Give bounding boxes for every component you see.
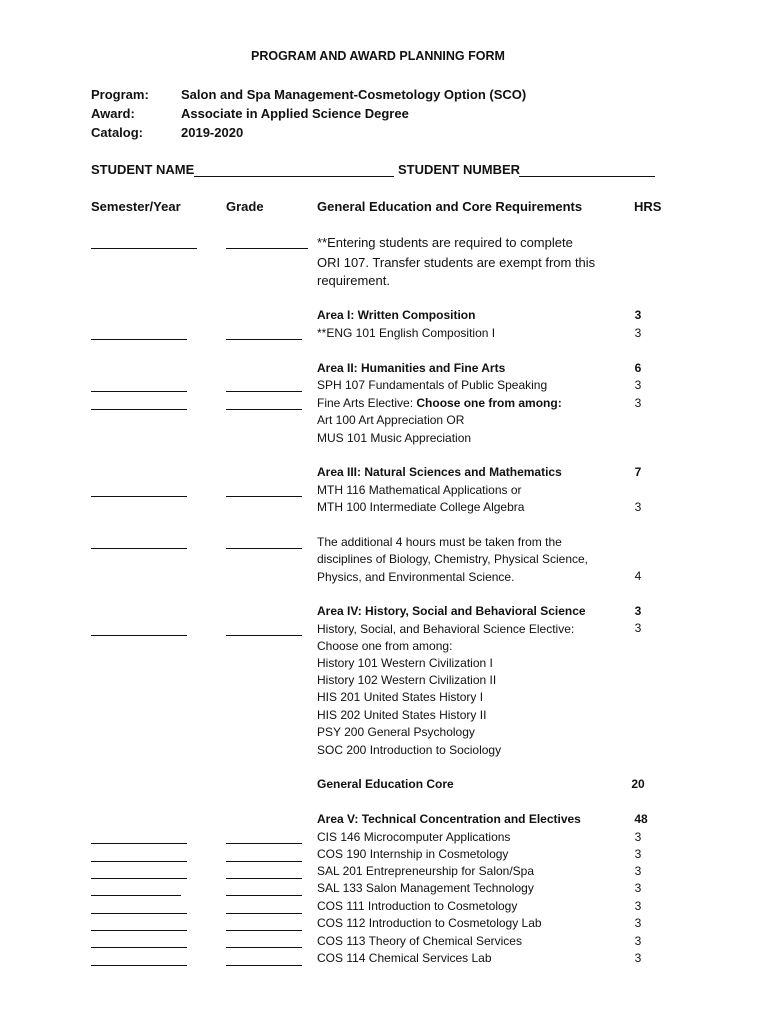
- course-hrs: 3: [634, 934, 642, 948]
- course-option: HIS 202 United States History II: [317, 708, 487, 722]
- course-option: History 102 Western Civilization II: [317, 673, 497, 687]
- course-hrs: 3: [634, 864, 642, 878]
- semester-blank[interactable]: [91, 947, 187, 948]
- course-option: SOC 200 Introduction to Sociology: [317, 743, 502, 757]
- student-number-label: STUDENT NUMBER: [398, 162, 521, 177]
- grade-blank[interactable]: [226, 878, 302, 879]
- elective-label: Fine Arts Elective:: [317, 396, 417, 410]
- orientation-note: **Entering students are required to complete: [317, 235, 573, 250]
- semester-blank[interactable]: [91, 843, 187, 844]
- program-label: Program:: [91, 87, 149, 102]
- course-option: HIS 201 United States History I: [317, 690, 484, 704]
- course-sph-107: SPH 107 Fundamentals of Public Speaking: [317, 378, 548, 392]
- course-row: CIS 146 Microcomputer Applications: [317, 830, 511, 844]
- student-number-field[interactable]: [519, 176, 655, 177]
- course-option: History 101 Western Civilization I: [317, 656, 493, 670]
- grade-blank[interactable]: [226, 548, 302, 549]
- semester-blank[interactable]: [91, 878, 187, 879]
- catalog-label: Catalog:: [91, 125, 143, 140]
- orientation-note: ORI 107. Transfer students are exempt from this: [317, 255, 596, 270]
- course-art-100: Art 100 Art Appreciation OR: [317, 413, 465, 427]
- course-option: PSY 200 General Psychology: [317, 725, 475, 739]
- course-row: COS 190 Internship in Cosmetology: [317, 847, 509, 861]
- grade-blank[interactable]: [226, 913, 302, 914]
- semester-blank[interactable]: [91, 248, 197, 249]
- area-3-hrs: 7: [634, 465, 642, 479]
- course-hrs: 3: [634, 621, 642, 635]
- area-2-hrs: 6: [634, 361, 642, 375]
- student-name-label: STUDENT NAME: [91, 162, 195, 177]
- grade-blank[interactable]: [226, 339, 302, 340]
- course-row: SAL 201 Entrepreneurship for Salon/Spa: [317, 864, 535, 878]
- course-hrs: 3: [634, 378, 642, 392]
- semester-header: Semester/Year: [91, 199, 181, 214]
- course-eng-101: **ENG 101 English Composition I: [317, 326, 496, 340]
- grade-blank[interactable]: [226, 843, 302, 844]
- course-hrs: 3: [634, 847, 642, 861]
- grade-blank[interactable]: [226, 965, 302, 966]
- semester-blank[interactable]: [91, 965, 187, 966]
- form-title: PROGRAM AND AWARD PLANNING FORM: [251, 49, 505, 63]
- semester-blank[interactable]: [91, 861, 187, 862]
- grade-blank[interactable]: [226, 391, 302, 392]
- area-1-title: Area I: Written Composition: [317, 308, 476, 322]
- science-note: disciplines of Biology, Chemistry, Physical Science,: [317, 552, 588, 566]
- semester-blank[interactable]: [91, 548, 187, 549]
- gen-ed-core-hrs: 20: [631, 777, 645, 791]
- course-mth-100: MTH 100 Intermediate College Algebra: [317, 500, 525, 514]
- area-3-title: Area III: Natural Sciences and Mathematics: [317, 465, 562, 479]
- semester-blank[interactable]: [91, 930, 187, 931]
- course-row: SAL 133 Salon Management Technology: [317, 881, 534, 895]
- course-mth-116: MTH 116 Mathematical Applications or: [317, 483, 522, 497]
- orientation-note: requirement.: [317, 273, 390, 288]
- program-value: Salon and Spa Management-Cosmetology Option (SCO): [181, 87, 527, 102]
- grade-blank[interactable]: [226, 947, 302, 948]
- course-hrs: 3: [634, 326, 642, 340]
- requirements-header: General Education and Core Requirements: [317, 199, 583, 214]
- course-hrs: 3: [634, 500, 642, 514]
- hsbs-elective: History, Social, and Behavioral Science Elective:: [317, 622, 575, 636]
- catalog-value: 2019-2020: [181, 125, 244, 140]
- science-note: Physics, and Environmental Science.: [317, 570, 515, 584]
- elective-choose: Choose one from among:: [416, 396, 562, 410]
- course-hrs: 3: [634, 899, 642, 913]
- semester-blank[interactable]: [91, 895, 181, 896]
- semester-blank[interactable]: [91, 409, 187, 410]
- area-4-hrs: 3: [634, 604, 642, 618]
- choose-one: Choose one from among:: [317, 639, 453, 653]
- semester-blank[interactable]: [91, 496, 187, 497]
- semester-blank[interactable]: [91, 391, 187, 392]
- grade-header: Grade: [226, 199, 264, 214]
- grade-blank[interactable]: [226, 930, 302, 931]
- grade-blank[interactable]: [226, 635, 302, 636]
- semester-blank[interactable]: [91, 635, 187, 636]
- area-2-title: Area II: Humanities and Fine Arts: [317, 361, 506, 375]
- area-5-title: Area V: Technical Concentration and Electives: [317, 812, 581, 826]
- course-mus-101: MUS 101 Music Appreciation: [317, 431, 472, 445]
- course-row: COS 114 Chemical Services Lab: [317, 951, 492, 965]
- course-hrs: 3: [634, 916, 642, 930]
- course-hrs: 3: [634, 396, 642, 410]
- gen-ed-core-label: General Education Core: [317, 777, 454, 791]
- course-row: COS 111 Introduction to Cosmetology: [317, 899, 518, 913]
- semester-blank[interactable]: [91, 339, 187, 340]
- fine-arts-elective: [317, 396, 562, 410]
- grade-blank[interactable]: [226, 496, 302, 497]
- course-hrs: 3: [634, 830, 642, 844]
- course-hrs: 3: [634, 951, 642, 965]
- award-label: Award:: [91, 106, 135, 121]
- hrs-header: HRS: [634, 199, 662, 214]
- course-row: COS 113 Theory of Chemical Services: [317, 934, 522, 948]
- grade-blank[interactable]: [226, 409, 302, 410]
- course-hrs: 4: [634, 569, 642, 583]
- semester-blank[interactable]: [91, 913, 187, 914]
- course-row: COS 112 Introduction to Cosmetology Lab: [317, 916, 542, 930]
- grade-blank[interactable]: [226, 248, 308, 249]
- course-hrs: 3: [634, 881, 642, 895]
- area-5-hrs: 48: [634, 812, 648, 826]
- science-note: The additional 4 hours must be taken from the: [317, 535, 562, 549]
- grade-blank[interactable]: [226, 895, 302, 896]
- student-name-field[interactable]: [194, 176, 394, 177]
- area-4-title: Area IV: History, Social and Behavioral Science: [317, 604, 586, 618]
- area-1-hrs: 3: [634, 308, 642, 322]
- award-value: Associate in Applied Science Degree: [181, 106, 409, 121]
- grade-blank[interactable]: [226, 861, 302, 862]
